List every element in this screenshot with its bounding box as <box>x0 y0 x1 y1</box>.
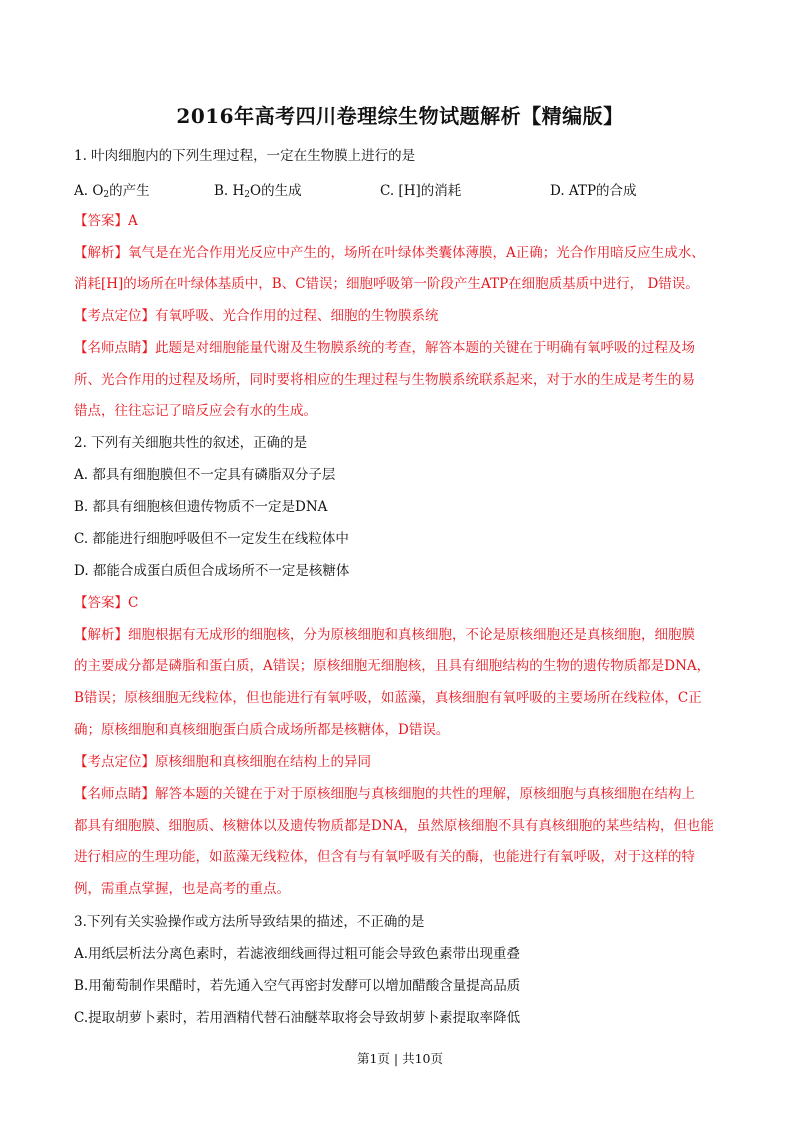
q3-option-b: B.用葡萄制作果醋时，若先通入空气再密封发酵可以增加醋酸含量提高品质 <box>74 978 521 994</box>
q2-point: 【考点定位】原核细胞和真核细胞在结构上的异同 <box>74 754 371 770</box>
q1-option-c: C. [H]的消耗 <box>380 183 462 199</box>
q2-answer: 【答案】C <box>74 595 139 611</box>
q2-analysis-line: B错误；原核细胞无线粒体，但也能进行有氧呼吸，如蓝藻，真核细胞有氧呼吸的主要场所在线粒体，C正 <box>74 690 702 706</box>
page-title: 2016年高考四川卷理综生物试题解析【精编版】 <box>176 104 624 128</box>
page-footer: 第1页 | 共10页 <box>356 1051 444 1066</box>
q2-option-a: A. 都具有细胞膜但不一定具有磷脂双分子层 <box>74 467 336 483</box>
q2-comment-line: 进行相应的生理功能，如蓝藻无线粒体，但含有与有氧呼吸有关的酶，也能进行有氧呼吸，对于这样的特 <box>74 849 695 865</box>
q2-stem: 2. 下列有关细胞共性的叙述，正确的是 <box>74 435 308 451</box>
q2-comment-line: 都具有细胞膜、细胞质、核糖体以及遗传物质都是DNA，虽然原核细胞不具有真核细胞的某些结构，但也能 <box>74 818 714 834</box>
q1-analysis-line: 【解析】氧气是在光合作用光反应中产生的，场所在叶绿体类囊体薄膜，A正确；光合作用暗反应生成水、 <box>74 245 705 261</box>
q2-analysis-line: 确；原核细胞和真核细胞蛋白质合成场所都是核糖体，D错误。 <box>74 722 450 738</box>
q1-stem: 1. 叶肉细胞内的下列生理过程，一定在生物膜上进行的是 <box>74 148 416 164</box>
q2-comment-line: 例，需重点掌握，也是高考的重点。 <box>74 881 290 897</box>
q1-comment-line: 错点，往往忘记了暗反应会有水的生成。 <box>74 403 317 419</box>
q3-option-c: C.提取胡萝卜素时，若用酒精代替石油醚萃取将会导致胡萝卜素提取率降低 <box>74 1010 521 1026</box>
q1-analysis-line: 消耗[H]的场所在叶绿体基质中，B、C错误；细胞呼吸第一阶段产生ATP在细胞质基质中进行， D错误。 <box>74 276 699 292</box>
q1-answer: 【答案】A <box>74 213 138 229</box>
q2-option-d: D. 都能合成蛋白质但合成场所不一定是核糖体 <box>74 563 350 579</box>
q2-analysis-line: 【解析】细胞根据有无成形的细胞核，分为原核细胞和真核细胞，不论是原核细胞还是真核细胞，细胞膜 <box>74 627 695 643</box>
q3-stem: 3.下列有关实验操作或方法所导致结果的描述，不正确的是 <box>74 914 425 930</box>
q2-analysis-line: 的主要成分都是磷脂和蛋白质，A错误；原核细胞无细胞核，且具有细胞结构的生物的遗传物质都是DNA， <box>74 658 711 674</box>
q2-option-b: B. 都具有细胞核但遗传物质不一定是DNA <box>74 499 328 515</box>
q1-option-b: B. $H_2O$的生成 <box>214 183 302 200</box>
q3-option-a: A.用纸层析法分离色素时，若滤液细线画得过粗可能会导致色素带出现重叠 <box>74 946 521 962</box>
q1-point: 【考点定位】有氧呼吸、光合作用的过程、细胞的生物膜系统 <box>74 308 439 324</box>
q1-option-d: D. ATP的合成 <box>550 183 637 199</box>
q1-options <box>74 179 734 200</box>
q1-option-a: A. $O_2$的产生 <box>74 183 150 200</box>
q2-comment-line: 【名师点睛】解答本题的关键在于对于原核细胞与真核细胞的共性的理解，原核细胞与真核细胞在结构上 <box>74 786 695 802</box>
q1-comment-line: 【名师点睛】此题是对细胞能量代谢及生物膜系统的考查，解答本题的关键在于明确有氧呼吸的过程及场 <box>74 340 695 356</box>
q1-comment-line: 所、光合作用的过程及场所，同时要将相应的生理过程与生物膜系统联系起来，对于水的生成是考生的易 <box>74 372 695 388</box>
q2-option-c: C. 都能进行细胞呼吸但不一定发生在线粒体中 <box>74 531 349 547</box>
